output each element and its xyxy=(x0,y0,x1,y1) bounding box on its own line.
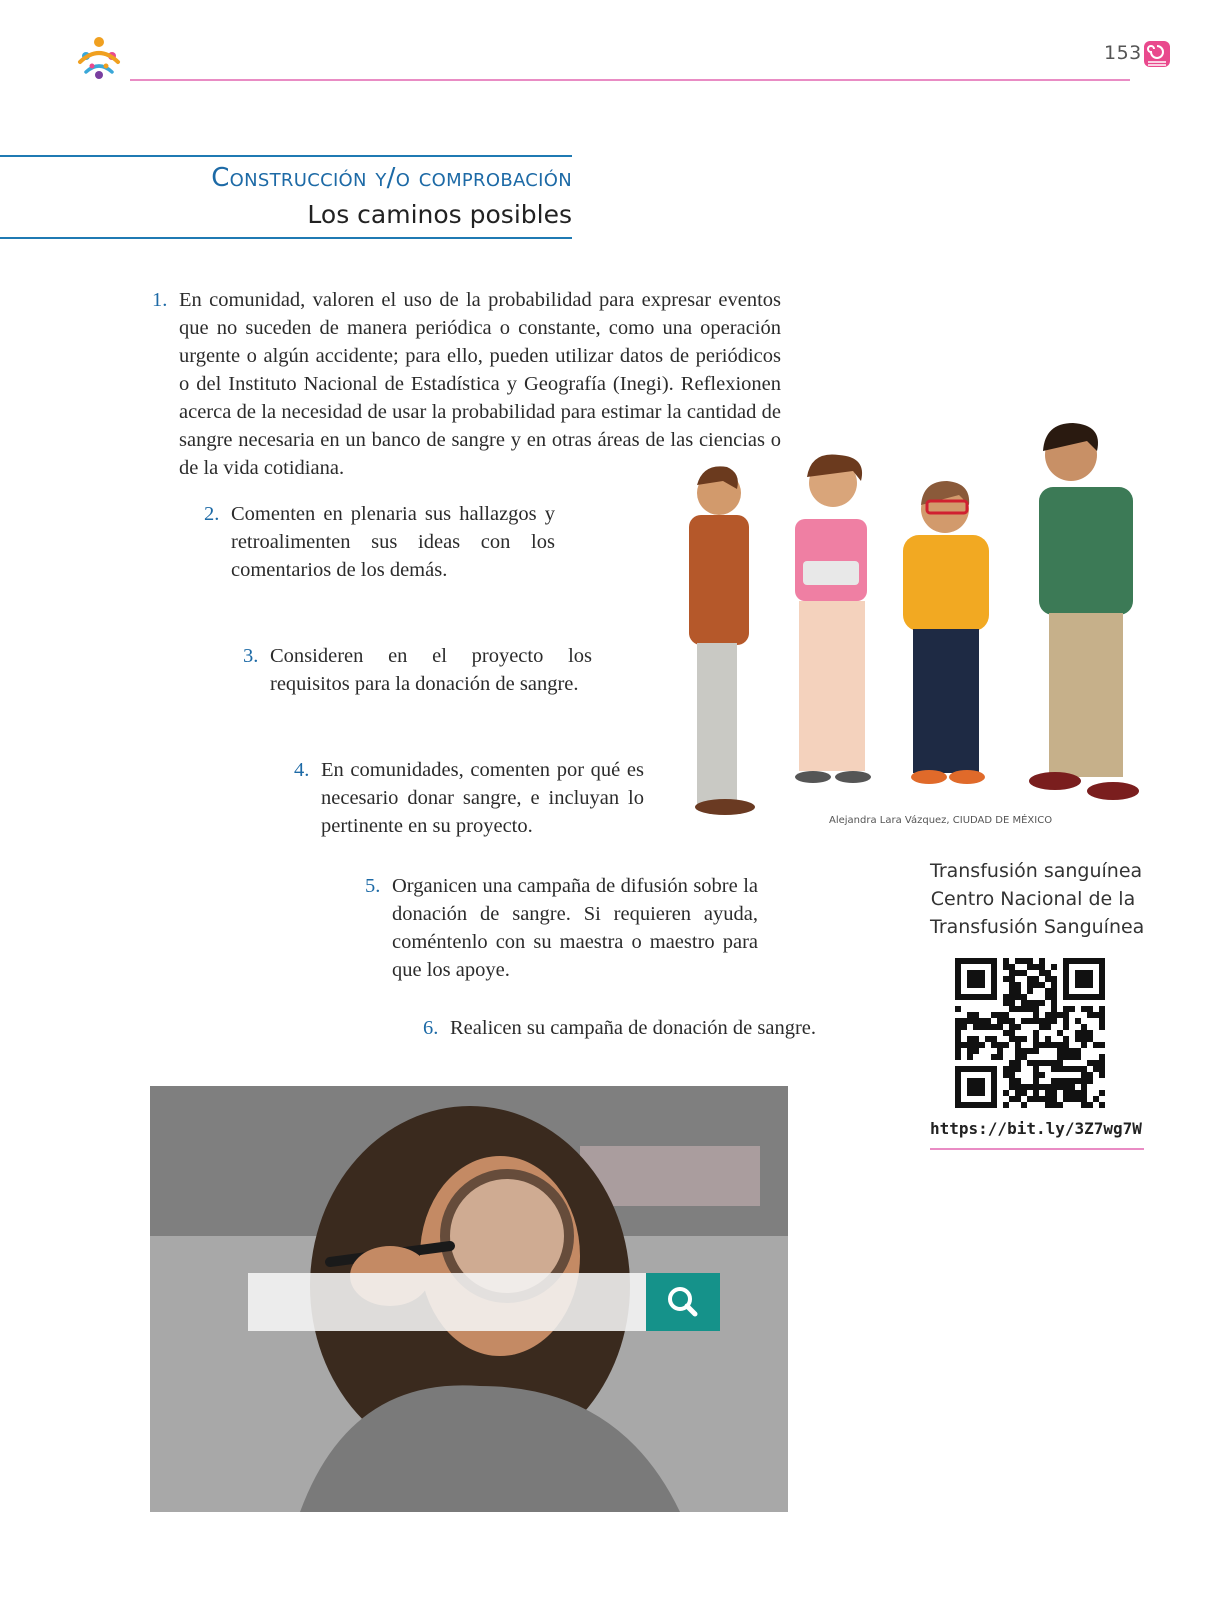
person-boy-brown-shirt xyxy=(689,466,755,815)
person-man-green-shirt xyxy=(1029,423,1139,800)
item-text: Comenten en plenaria sus hallazgos y retroalimenten sus ideas con los comentarios de los demás. xyxy=(231,503,555,581)
list-item xyxy=(204,500,555,584)
person-kid-yellow-hoodie xyxy=(903,481,989,784)
item-number: 5. xyxy=(365,875,381,897)
list-item xyxy=(423,1014,870,1042)
list-item xyxy=(243,642,592,698)
person-girl-pink-top xyxy=(795,454,871,783)
heading-rule-top xyxy=(0,155,572,157)
people-illustration xyxy=(683,415,1161,823)
url-rule xyxy=(930,1148,1144,1150)
heading-rule-bottom xyxy=(0,237,572,239)
item-number: 2. xyxy=(204,503,220,525)
list-item xyxy=(294,756,644,840)
resource-box xyxy=(930,857,1145,941)
page-number: 153 xyxy=(1104,42,1142,64)
search-input[interactable] xyxy=(248,1273,648,1331)
illustration-credit: Alejandra Lara Vázquez, CIUDAD DE MÉXICO xyxy=(829,815,1053,826)
section-subtitle: Los caminos posibles xyxy=(307,200,572,229)
item-text: En comunidades, comenten por qué es necesario donar sangre, e incluyan lo pertinente en su proyecto. xyxy=(321,759,644,837)
item-number: 6. xyxy=(423,1017,439,1039)
photo-girl-magnifying-glass xyxy=(150,1086,788,1512)
header-rule xyxy=(130,79,1130,81)
item-number: 3. xyxy=(243,645,259,667)
item-text: Organicen una campaña de difusión sobre la donación de sangre. Si requieren ayuda, coméntenlo con su maestra o maestro para que los apoye. xyxy=(392,875,758,981)
item-text: En comunidad, valoren el uso de la probabilidad para expresar eventos que no suceden de manera periódica o constante, como una operación urgente o algún accidente; para ello, pueden utilizar datos de periódicos o del Instituto Nacional de Estadística y Geografía (Inegi). Reflexionen acerca de la necesidad de usar la probabilidad para estimar la cantidad de sangre necesaria en un banco de sangre y en otras áreas de las ciencias o de la vida cotidiana. xyxy=(179,289,781,479)
qr-code-icon[interactable] xyxy=(955,958,1105,1108)
item-text: Realicen su campaña de donación de sangre. xyxy=(450,1017,816,1039)
resource-line-2: Centro Nacional de la xyxy=(930,888,1136,910)
search-icon xyxy=(646,1273,720,1331)
resource-line-1: Transfusión sanguínea xyxy=(930,860,1143,882)
item-number: 1. xyxy=(152,289,168,311)
list-item xyxy=(365,872,758,984)
pink-glyph-ornament-icon xyxy=(1143,38,1171,70)
item-number: 4. xyxy=(294,759,310,781)
resource-link[interactable]: https://bit.ly/3Z7wg7W xyxy=(930,1119,1142,1138)
search-button[interactable] xyxy=(646,1273,720,1331)
resource-line-3: Transfusión Sanguínea xyxy=(930,916,1145,938)
colorful-dancing-figure-icon xyxy=(72,32,126,86)
item-text: Consideren en el proyecto los requisitos para la donación de sangre. xyxy=(270,645,592,695)
section-title: Construcción y/o comprobación xyxy=(211,163,572,193)
